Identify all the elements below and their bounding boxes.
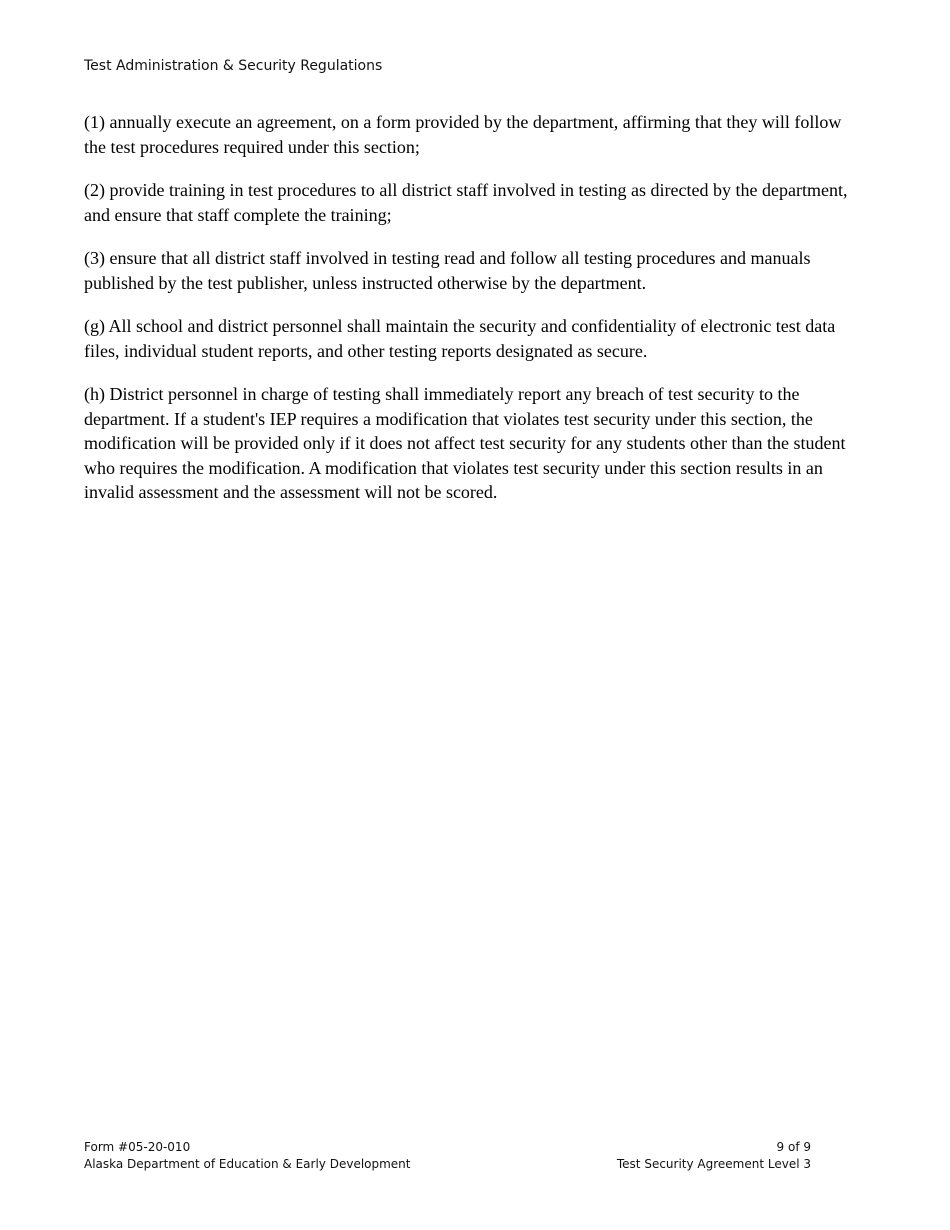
footer-row-bottom	[84, 1156, 811, 1173]
document-name: Test Security Agreement Level 3	[616, 1157, 811, 1171]
paragraph-g: (g) All school and district personnel shall maintain the security and confidentiality of electronic test data files, individual student reports, and other testing reports designated as secure.	[84, 316, 836, 361]
paragraph-h: (h) District personnel in charge of testing shall immediately report any breach of test security to the department. If a student's IEP requires a modification that violates test security under this section, the modification will be provided only if it does not affect test security for any students other than the student who requires the modification. A modification that violates test security under this section results in an invalid assessment and the assessment will not be scored.	[84, 384, 846, 502]
form-number: Form #05-20-010	[84, 1140, 191, 1154]
page-header: Test Administration & Security Regulations	[84, 58, 383, 74]
document-body	[84, 110, 854, 524]
page-indicator: 9 of 9	[776, 1140, 811, 1154]
footer-row-top	[84, 1139, 811, 1156]
paragraph-3: (3) ensure that all district staff involved in testing read and follow all testing procedures and manuals published by the test publisher, unless instructed otherwise by the department.	[84, 248, 811, 293]
department-name: Alaska Department of Education & Early Development	[84, 1157, 411, 1171]
page-footer	[84, 1139, 811, 1173]
paragraph-1: (1) annually execute an agreement, on a form provided by the department, affirming that they will follow the test procedures required under this section;	[84, 112, 842, 157]
paragraph-2: (2) provide training in test procedures to all district staff involved in testing as directed by the department, and ensure that staff complete the training;	[84, 180, 848, 225]
